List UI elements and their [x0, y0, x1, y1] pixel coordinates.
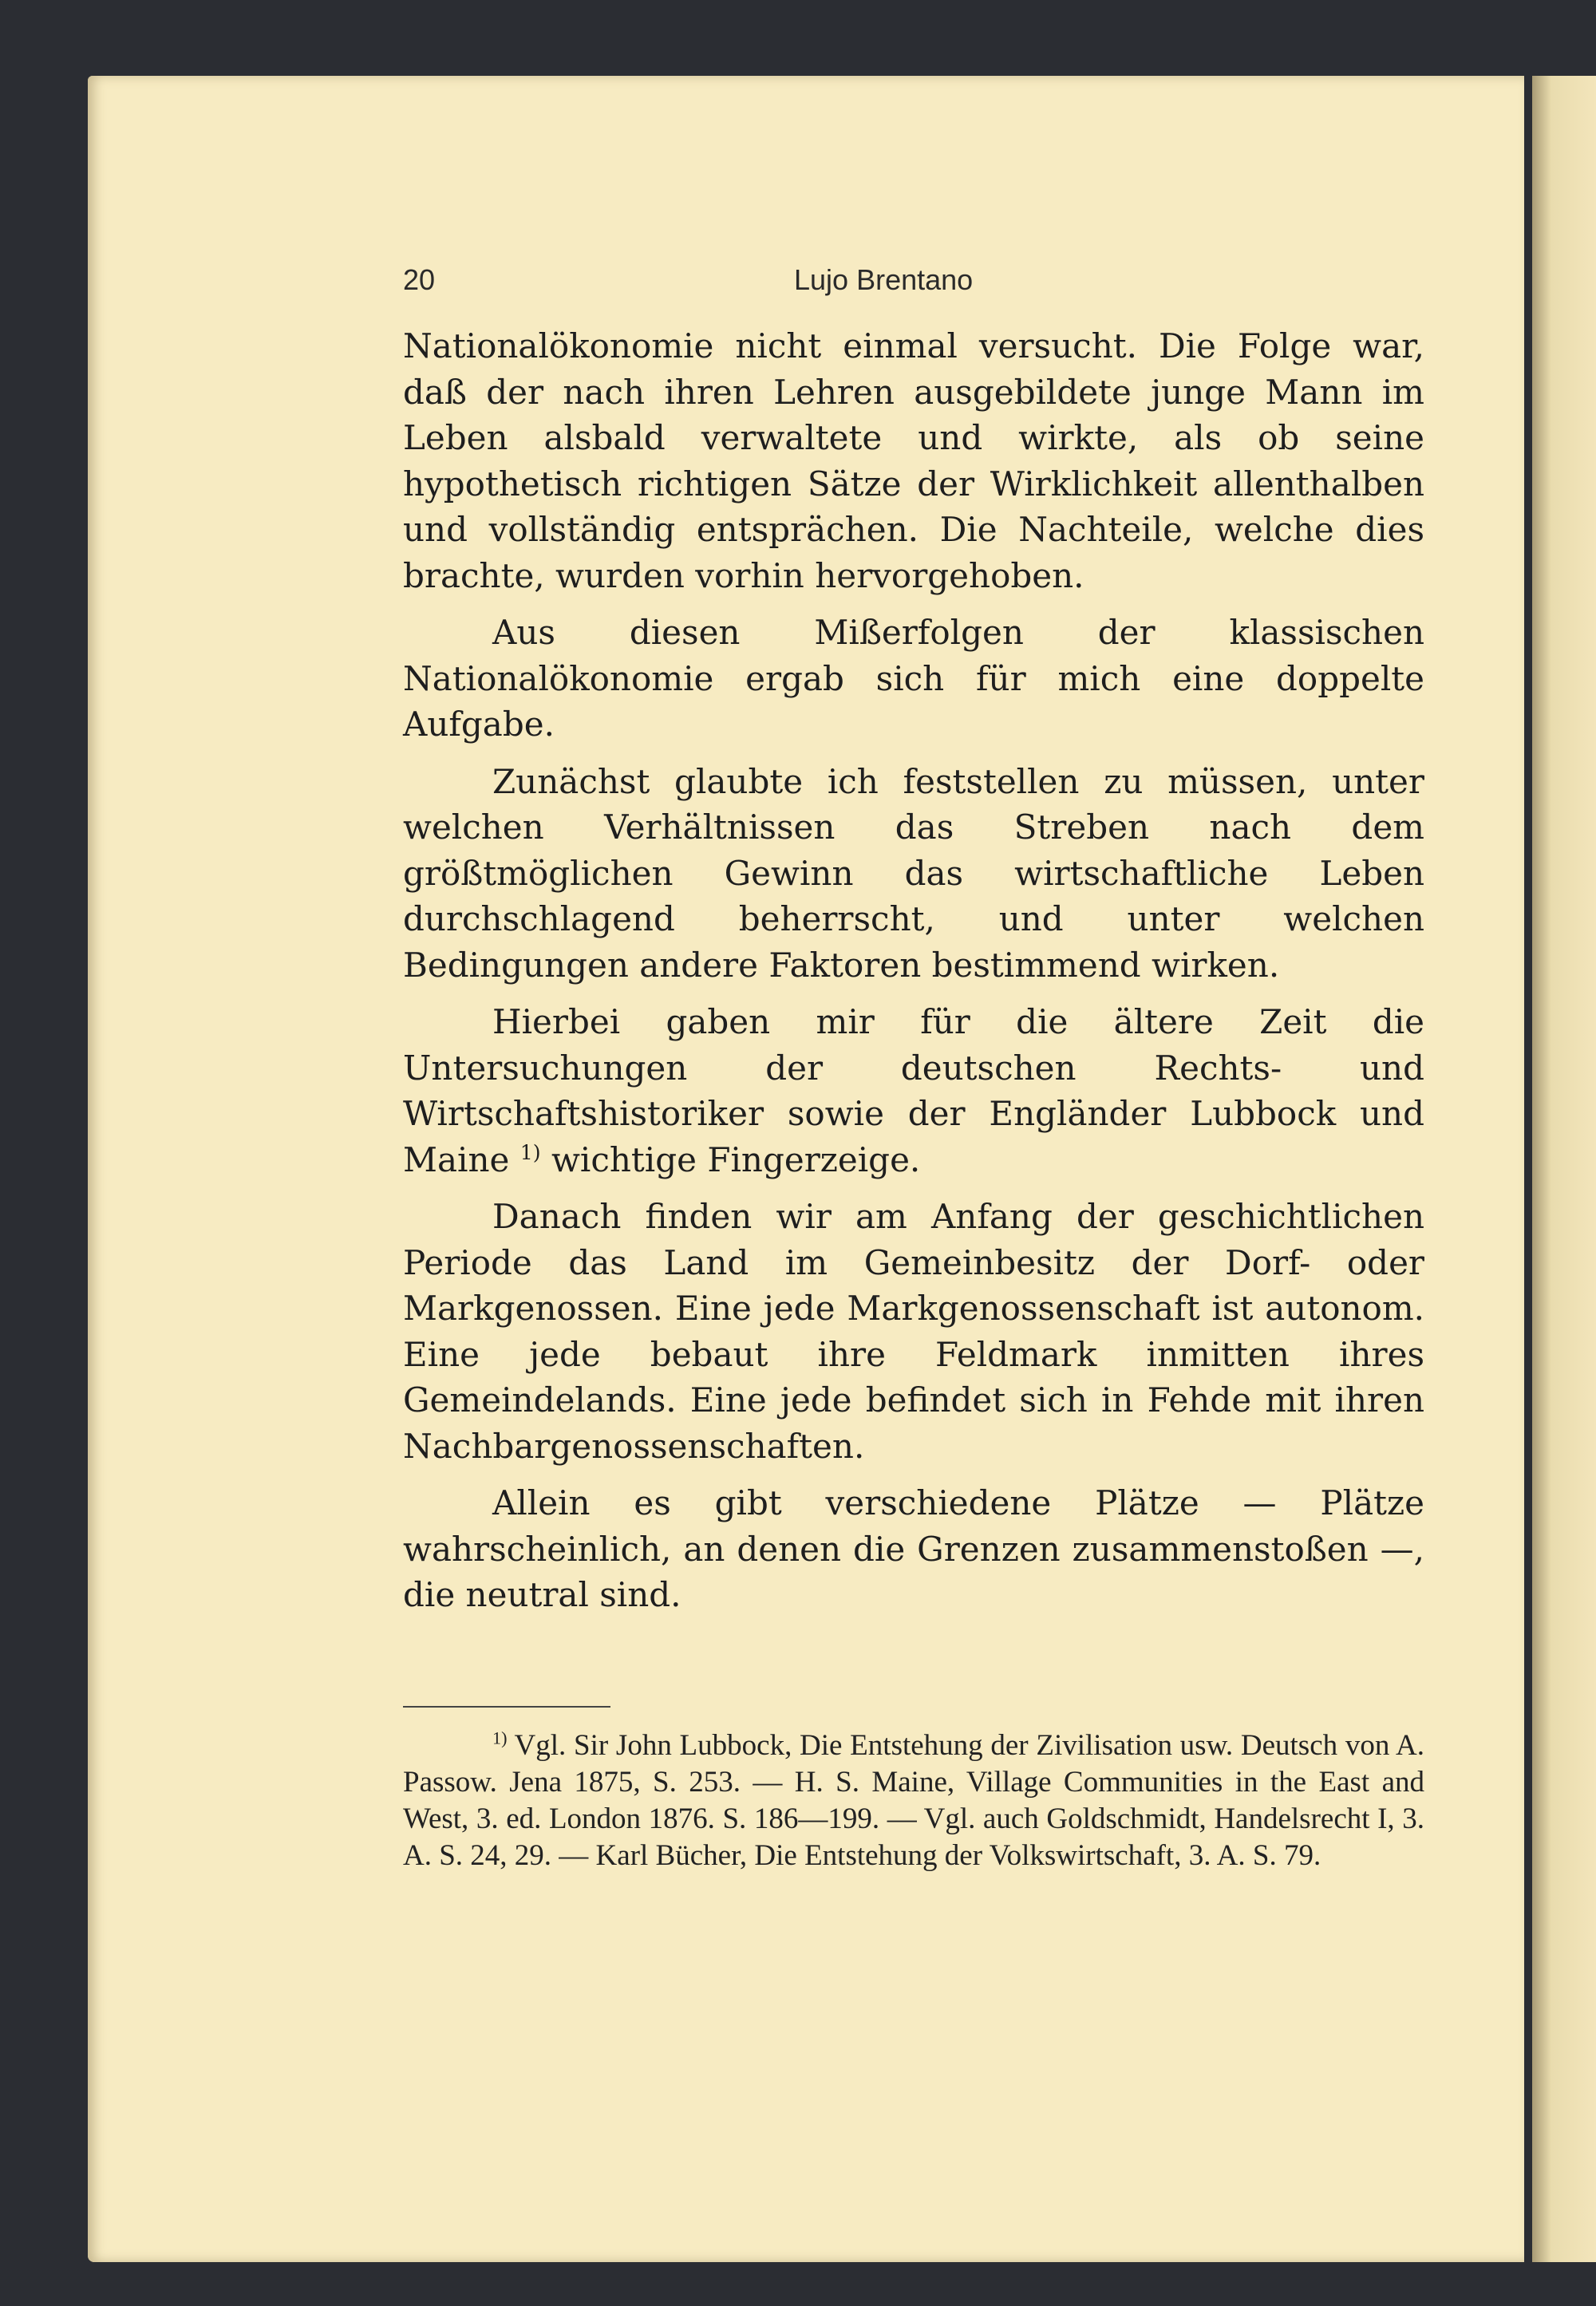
paragraph: Allein es gibt verschiedene Plätze — Plätze wahrscheinlich, an denen die Grenzen zusammenstoßen —, die neutral sind.: [403, 1483, 1424, 1614]
footnote-divider: [403, 1706, 610, 1708]
running-head-author: Lujo Brentano: [794, 263, 974, 296]
paragraph-text: Hierbei gaben mir für die ältere Zeit die Untersuchungen der deutschen Rechts- und Wirtschaftshistoriker sowie der Engländer Lubbock und Maine: [403, 1002, 1424, 1179]
body-text: [403, 323, 1424, 1629]
paragraph-with-footnote: [403, 999, 1424, 1183]
footnote-text: Vgl. Sir John Lubbock, Die Entstehung der Zivilisation usw. Deutsch von A. Passow. Jena 1875, S. 253. — H. S. Maine, Village Communities in the East and West, 3. ed. London 1876. S. 186—199. — Vgl. auch Goldschmidt, Handelsrecht I, 3. A. S. 24, 29. — Karl Bücher, Die Entstehung der Volkswirtschaft, 3. A. S. 79.: [403, 1729, 1424, 1872]
paragraph: Aus diesen Mißerfolgen der klassischen Nationalökonomie ergab sich für mich eine doppelte Aufgabe.: [403, 613, 1424, 744]
paragraph-continuation: Nationalökonomie nicht einmal versucht. Die Folge war, daß der nach ihren Lehren ausgebildete junge Mann im Leben alsbald verwaltete und wirkte, als ob seine hypothetisch richtigen Sätze der Wirklichkeit allenthalben und vollständig entsprächen. Die Nachteile, welche dies brachte, wurden vorhin hervorgehoben.: [403, 326, 1424, 595]
adjacent-page-edge: [1532, 76, 1596, 2262]
footnote-reference[interactable]: 1): [519, 1140, 541, 1164]
running-head: [403, 263, 1432, 298]
page-number: 20: [403, 263, 436, 296]
footnote: [403, 1728, 1424, 1874]
paragraph-text-end: wichtige Fingerzeige.: [551, 1139, 921, 1179]
paragraph: Danach finden wir am Anfang der geschichtlichen Periode das Land im Gemeinbesitz der Dorf- oder Markgenossen. Eine jede Markgenossenschaft ist autonom. Eine jede bebaut ihre Feldmark inmitten ihres Gemeindelands. Eine jede befindet sich in Fehde mit ihren Nachbargenossenschaften.: [403, 1197, 1424, 1466]
paragraph: Zunächst glaubte ich feststellen zu müssen, unter welchen Verhältnissen das Streben nach dem größtmöglichen Gewinn das wirtschaftliche Leben durchschlagend beherrscht, und unter welchen Bedingungen andere Faktoren bestimmend wirken.: [403, 761, 1424, 985]
footnote-marker: 1): [492, 1728, 508, 1748]
